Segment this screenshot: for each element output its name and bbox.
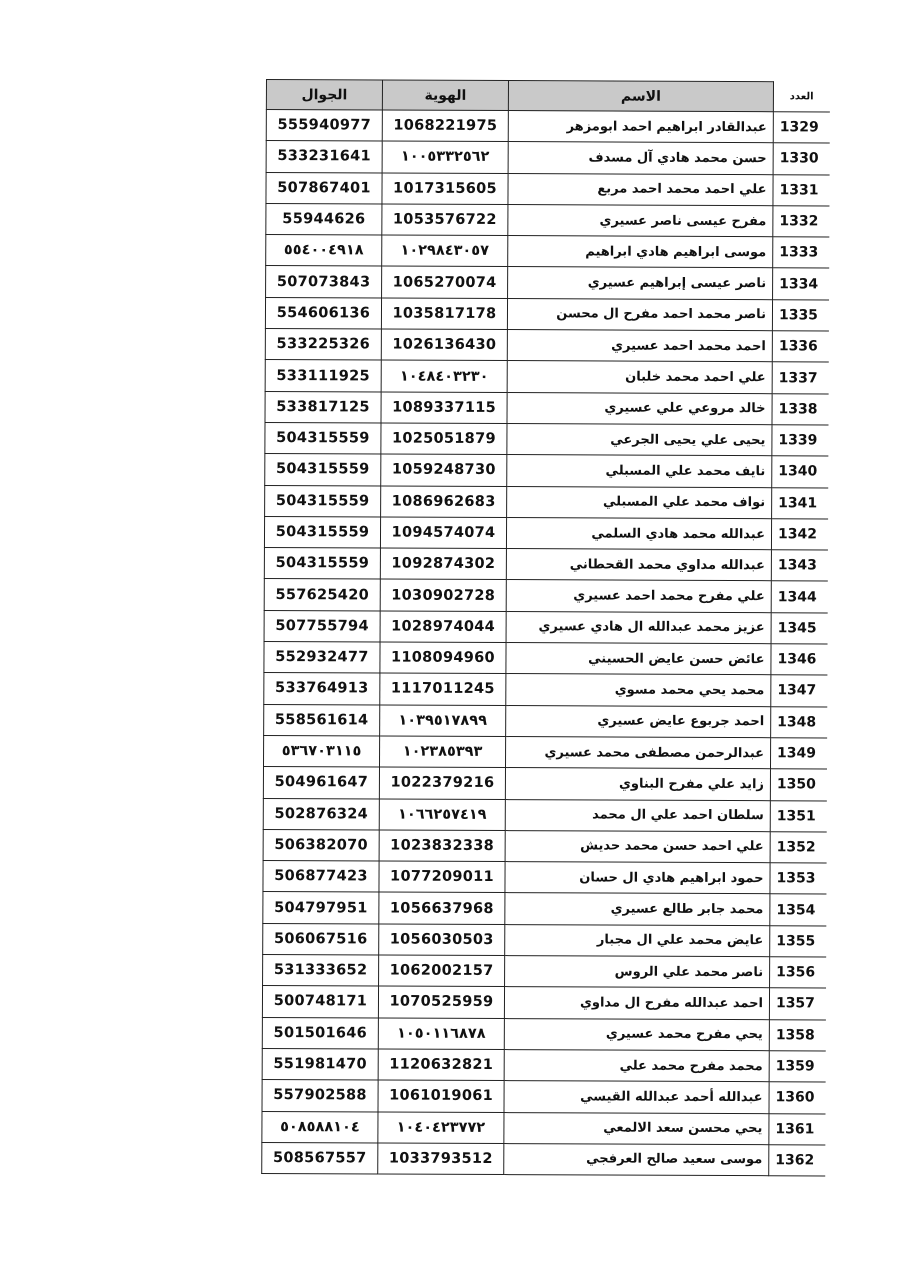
name-cell: محمد جابر طالع عسيري [505, 893, 770, 925]
phone-cell: 502876324 [263, 798, 379, 830]
name-cell: عبدالرحمن مصطفى محمد عسيري [505, 736, 770, 768]
id-cell: 1030902728 [380, 579, 506, 611]
id-cell: 1028974044 [380, 611, 506, 643]
number-cell: 1344 [771, 581, 827, 613]
table-row [263, 829, 826, 863]
name-cell: علي احمد محمد احمد مربع [508, 173, 773, 205]
phone-cell: 504315559 [265, 422, 381, 454]
header-id: الهوية [382, 80, 508, 111]
id-cell: ١٠٦٦٢٥٧٤١٩ [379, 799, 505, 831]
name-cell: ناصر محمد علي الروس [505, 956, 770, 988]
number-cell: 1352 [770, 832, 826, 864]
id-cell: 1061019061 [378, 1080, 504, 1112]
number-cell: 1354 [770, 894, 826, 926]
id-cell: 1065270074 [382, 266, 508, 298]
name-cell: نايف محمد علي المسبلي [507, 455, 772, 487]
phone-cell: 504797951 [263, 892, 379, 924]
name-cell: علي مفرح محمد احمد عسيري [506, 580, 771, 612]
phone-cell: ٥٠٨٥٨٨١٠٤ [262, 1111, 378, 1143]
phone-cell: 504315559 [265, 454, 381, 486]
name-cell: حمود ابراهيم هادي ال حسان [505, 862, 770, 894]
phone-cell: 552932477 [264, 642, 380, 674]
phone-cell: 501501646 [262, 1017, 378, 1049]
table-row [265, 391, 828, 425]
number-cell: 1355 [770, 925, 826, 957]
table-row [265, 454, 828, 488]
phone-cell: 507755794 [264, 610, 380, 642]
name-cell: خالد مروعي علي عسيري [507, 392, 772, 424]
number-cell: 1334 [773, 268, 829, 300]
header-number: العدد [773, 82, 829, 112]
phone-cell: 504315559 [264, 548, 380, 580]
id-cell: 1117011245 [380, 673, 506, 705]
id-cell: 1026136430 [381, 329, 507, 361]
phone-cell: 506382070 [263, 829, 379, 861]
table-row [263, 892, 826, 926]
table-row [264, 516, 827, 550]
table-row [263, 798, 826, 832]
id-cell: 1053576722 [382, 204, 508, 236]
number-cell: 1360 [769, 1082, 825, 1114]
name-cell: عبدالقادر ابراهيم احمد ابومزهر [508, 111, 773, 143]
id-cell: 1086962683 [381, 486, 507, 518]
table-row [265, 422, 828, 456]
number-cell: 1329 [773, 112, 829, 144]
number-cell: 1331 [773, 174, 829, 206]
phone-cell: 504315559 [264, 516, 380, 548]
table-row [262, 1080, 825, 1114]
number-cell: 1347 [771, 675, 827, 707]
name-cell: محمد يحي محمد مسوي [506, 674, 771, 706]
number-cell: 1335 [772, 299, 828, 331]
name-cell: موسى سعيد صالح العرفجي [504, 1143, 769, 1175]
name-cell: حسن محمد هادي آل مسدف [508, 142, 773, 174]
id-cell: 1017315605 [382, 173, 508, 205]
table-row [262, 1048, 825, 1082]
id-cell: ١٠٢٣٨٥٣٩٣ [379, 736, 505, 768]
table-row [266, 110, 829, 144]
table-row [262, 1017, 825, 1051]
phone-cell: 506067516 [263, 923, 379, 955]
number-cell: 1345 [771, 612, 827, 644]
table-row [265, 297, 828, 331]
name-cell: نواف محمد علي المسبلي [507, 486, 772, 518]
number-cell: 1357 [769, 988, 825, 1020]
number-cell: 1339 [772, 425, 828, 457]
id-cell: 1035817178 [381, 298, 507, 330]
id-cell: 1022379216 [379, 767, 505, 799]
id-cell: 1025051879 [381, 423, 507, 455]
table-body [262, 110, 830, 1177]
id-cell: ١٠٠٥٣٣٢٥٦٢ [382, 141, 508, 173]
table-row [264, 579, 827, 613]
records-table [261, 79, 829, 1177]
name-cell: عايض محمد علي ال مجبار [505, 924, 770, 956]
number-cell: 1336 [772, 331, 828, 363]
phone-cell: 533764913 [264, 673, 380, 705]
name-cell: احمد جربوع عايض عسيري [506, 705, 771, 737]
phone-cell: 506877423 [263, 861, 379, 893]
table-row [265, 360, 828, 394]
table-row [264, 548, 827, 582]
phone-cell: 55944626 [266, 203, 382, 235]
number-cell: 1361 [769, 1113, 825, 1145]
number-cell: 1340 [772, 456, 828, 488]
number-cell: 1350 [770, 769, 826, 801]
phone-cell: 533111925 [265, 360, 381, 392]
phone-cell: 507073843 [266, 266, 382, 298]
phone-cell: 504315559 [265, 485, 381, 517]
number-cell: 1341 [772, 487, 828, 519]
table-row [264, 642, 827, 676]
phone-cell: 557902588 [262, 1080, 378, 1112]
number-cell: 1348 [771, 706, 827, 738]
table-row [266, 235, 829, 269]
number-cell: 1330 [773, 143, 829, 175]
name-cell: احمد عبدالله مفرح ال مداوي [504, 987, 769, 1019]
name-cell: محمد مفرح محمد علي [504, 1049, 769, 1081]
id-cell: 1033793512 [378, 1143, 504, 1175]
name-cell: عبدالله مداوي محمد القحطاني [506, 549, 771, 581]
table-row [263, 923, 826, 957]
phone-cell: ٥٥٤٠٠٤٩١٨ [266, 235, 382, 267]
phone-cell: 555940977 [266, 110, 382, 142]
name-cell: ناصر محمد احمد مفرح ال محسن [507, 298, 772, 330]
name-cell: عبدالله أحمد عبدالله القيسي [504, 1081, 769, 1113]
id-cell: 1077209011 [379, 861, 505, 893]
id-cell: 1068221975 [382, 110, 508, 142]
number-cell: 1351 [770, 800, 826, 832]
id-cell: 1070525959 [378, 986, 504, 1018]
id-cell: 1092874302 [380, 548, 506, 580]
phone-cell: 507867401 [266, 172, 382, 204]
number-cell: 1362 [769, 1145, 825, 1177]
number-cell: 1332 [773, 206, 829, 238]
header-name: الاسم [508, 81, 773, 112]
name-cell: مفرح عيسى ناصر عسيري [508, 204, 773, 236]
name-cell: يحي مفرح محمد عسيري [504, 1018, 769, 1050]
number-cell: 1338 [772, 393, 828, 425]
table-row [266, 203, 829, 237]
table-row [263, 767, 826, 801]
number-cell: 1343 [771, 550, 827, 582]
phone-cell: 500748171 [262, 986, 378, 1018]
name-cell: زايد علي مفرح البناوي [505, 768, 770, 800]
id-cell: ١٠٣٩٥١٧٨٩٩ [380, 705, 506, 737]
name-cell: عزيز محمد عبدالله ال هادي عسيري [506, 611, 771, 643]
number-cell: 1349 [770, 738, 826, 770]
phone-cell: 551981470 [262, 1048, 378, 1080]
table-row [264, 704, 827, 738]
number-cell: 1337 [772, 362, 828, 394]
phone-cell: 533231641 [266, 141, 382, 173]
name-cell: عبدالله محمد هادي السلمي [506, 517, 771, 549]
id-cell: ١٠٥٠١١٦٨٧٨ [378, 1018, 504, 1050]
name-cell: ناصر عيسى إبراهيم عسيري [508, 267, 773, 299]
table-row [266, 266, 829, 300]
id-cell: 1023832338 [379, 830, 505, 862]
phone-cell: 533817125 [265, 391, 381, 423]
id-cell: 1108094960 [380, 642, 506, 674]
table-row [263, 955, 826, 989]
phone-cell: 531333652 [263, 955, 379, 987]
phone-cell: 533225326 [265, 329, 381, 361]
table-row [265, 329, 828, 363]
id-cell: 1062002157 [379, 955, 505, 987]
phone-cell: 504961647 [263, 767, 379, 799]
name-cell: علي احمد حسن محمد حديش [505, 830, 770, 862]
number-cell: 1333 [773, 237, 829, 269]
id-cell: 1089337115 [381, 392, 507, 424]
id-cell: 1094574074 [380, 517, 506, 549]
id-cell: ١٠٤٠٤٢٣٧٧٢ [378, 1111, 504, 1143]
id-cell: 1120632821 [378, 1049, 504, 1081]
number-cell: 1353 [770, 863, 826, 895]
phone-cell: 508567557 [262, 1142, 378, 1174]
name-cell: يحيى علي يحيى الجرعي [507, 424, 772, 456]
phone-cell: 557625420 [264, 579, 380, 611]
table-row [262, 1142, 825, 1176]
name-cell: سلطان احمد علي ال محمد [505, 799, 770, 831]
phone-cell: ٥٣٦٧٠٣١١٥ [263, 735, 379, 767]
number-cell: 1358 [769, 1019, 825, 1051]
document-sheet [261, 79, 829, 1177]
name-cell: علي احمد محمد خلبان [507, 361, 772, 393]
id-cell: 1056637968 [379, 892, 505, 924]
id-cell: ١٠٤٨٤٠٣٢٣٠ [381, 360, 507, 392]
number-cell: 1346 [771, 644, 827, 676]
number-cell: 1356 [770, 957, 826, 989]
phone-cell: 554606136 [265, 297, 381, 329]
id-cell: ١٠٢٩٨٤٣٠٥٧ [382, 235, 508, 267]
table-row [264, 610, 827, 644]
table-header-row [266, 80, 829, 112]
table-row [263, 735, 826, 769]
table-row [266, 172, 829, 206]
table-row [263, 861, 826, 895]
id-cell: 1056030503 [379, 924, 505, 956]
number-cell: 1359 [769, 1051, 825, 1083]
name-cell: احمد محمد احمد عسيري [507, 330, 772, 362]
number-cell: 1342 [771, 519, 827, 551]
name-cell: عائض حسن عايض الحسيني [506, 643, 771, 675]
id-cell: 1059248730 [381, 454, 507, 486]
name-cell: يحي محسن سعد الالمعي [504, 1112, 769, 1144]
table-row [266, 141, 829, 175]
table-row [264, 673, 827, 707]
header-phone: الجوال [266, 80, 382, 111]
phone-cell: 558561614 [264, 704, 380, 736]
table-row [265, 485, 828, 519]
name-cell: موسى ابراهيم هادي ابراهيم [508, 236, 773, 268]
table-row [262, 1111, 825, 1145]
table-row [262, 986, 825, 1020]
